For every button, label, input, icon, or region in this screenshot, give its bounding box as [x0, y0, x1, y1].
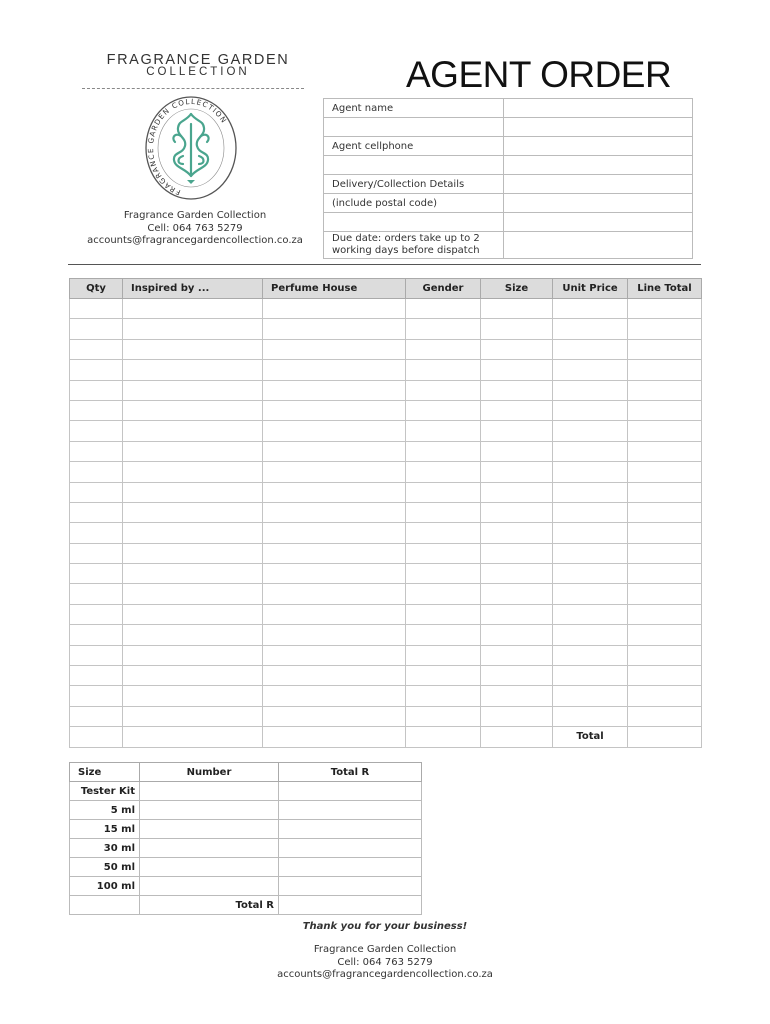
order-cell[interactable] — [123, 625, 263, 645]
order-cell[interactable] — [406, 706, 481, 726]
order-row — [70, 441, 702, 461]
agent-cellphone-label: Agent cellphone — [324, 137, 504, 156]
size-cell[interactable] — [140, 858, 279, 877]
order-cell[interactable] — [481, 462, 553, 482]
size-total-field[interactable] — [279, 896, 422, 915]
order-cell[interactable] — [406, 319, 481, 339]
size-total-label: Total R — [140, 896, 279, 915]
order-cell[interactable] — [481, 584, 553, 604]
order-cell[interactable] — [553, 686, 628, 706]
order-cell[interactable] — [481, 523, 553, 543]
order-cell[interactable] — [263, 645, 406, 665]
size-row-label: 15 ml — [70, 820, 140, 839]
order-cell[interactable] — [628, 360, 702, 380]
order-cell[interactable] — [406, 523, 481, 543]
order-cell[interactable] — [263, 604, 406, 624]
order-cell[interactable] — [70, 319, 123, 339]
order-row — [70, 564, 702, 584]
order-cell[interactable] — [481, 502, 553, 522]
size-cell[interactable] — [140, 801, 279, 820]
footer-contact — [0, 944, 770, 982]
order-row — [70, 502, 702, 522]
order-cell[interactable] — [263, 706, 406, 726]
order-row — [70, 604, 702, 624]
order-row — [70, 339, 702, 359]
order-cell[interactable] — [70, 339, 123, 359]
order-cell[interactable] — [481, 625, 553, 645]
agent-name-label: Agent name — [324, 99, 504, 118]
size-row — [70, 858, 422, 877]
order-row — [70, 686, 702, 706]
order-cell[interactable] — [553, 706, 628, 726]
order-cell[interactable] — [70, 706, 123, 726]
order-row — [70, 360, 702, 380]
order-cell[interactable] — [553, 421, 628, 441]
footer-cell: Cell: 064 763 5279 — [337, 956, 433, 968]
contact-block — [70, 210, 320, 248]
order-cell[interactable] — [70, 360, 123, 380]
order-row — [70, 625, 702, 645]
order-cell[interactable] — [70, 666, 123, 686]
col-header-qty: Qty — [70, 279, 123, 299]
order-cell[interactable] — [553, 482, 628, 502]
order-cell[interactable] — [553, 319, 628, 339]
order-row — [70, 482, 702, 502]
agent-cellphone-extra-field[interactable] — [504, 156, 693, 175]
col-header-inspired-by: Inspired by ... — [123, 279, 263, 299]
size-row-label: 50 ml — [70, 858, 140, 877]
footer-company: Fragrance Garden Collection — [313, 944, 457, 955]
due-date-label — [324, 232, 504, 259]
order-cell[interactable] — [123, 686, 263, 706]
order-row — [70, 380, 702, 400]
order-cell[interactable] — [70, 482, 123, 502]
order-cell[interactable] — [123, 645, 263, 665]
order-row — [70, 523, 702, 543]
order-cell[interactable] — [406, 604, 481, 624]
order-cell[interactable] — [553, 380, 628, 400]
order-cell[interactable] — [628, 645, 702, 665]
order-cell[interactable] — [553, 625, 628, 645]
size-cell[interactable] — [140, 820, 279, 839]
order-cell[interactable] — [70, 400, 123, 420]
order-cell[interactable] — [123, 543, 263, 563]
logo-ring-text: FRAGRANCE GARDEN COLLECTION — [145, 96, 229, 198]
size-cell[interactable] — [279, 782, 422, 801]
order-cell[interactable] — [406, 543, 481, 563]
order-cell[interactable] — [553, 502, 628, 522]
order-cell[interactable] — [481, 482, 553, 502]
order-cell[interactable] — [70, 380, 123, 400]
size-cell[interactable] — [140, 782, 279, 801]
order-cell[interactable] — [70, 727, 123, 747]
brand-subname: COLLECTION — [146, 66, 250, 78]
order-row — [70, 400, 702, 420]
order-cell[interactable] — [70, 604, 123, 624]
order-cell[interactable] — [70, 462, 123, 482]
order-cell[interactable] — [406, 441, 481, 461]
size-cell[interactable] — [279, 839, 422, 858]
order-cell[interactable] — [70, 543, 123, 563]
order-cell[interactable] — [481, 299, 553, 319]
order-cell[interactable] — [628, 400, 702, 420]
order-cell[interactable] — [628, 666, 702, 686]
order-cell[interactable] — [481, 727, 553, 747]
size-cell — [70, 896, 140, 915]
order-cell[interactable] — [123, 299, 263, 319]
agent-name-extra[interactable] — [324, 118, 504, 137]
order-cell[interactable] — [263, 543, 406, 563]
order-cell[interactable] — [406, 360, 481, 380]
order-cell[interactable] — [628, 686, 702, 706]
order-cell[interactable] — [123, 666, 263, 686]
order-cell[interactable] — [628, 462, 702, 482]
agent-name-field[interactable] — [504, 99, 693, 118]
order-row — [70, 543, 702, 563]
size-row-label: 100 ml — [70, 877, 140, 896]
col-header-gender: Gender — [406, 279, 481, 299]
col-header-perfume-house: Perfume House — [263, 279, 406, 299]
col-header-size: Size — [481, 279, 553, 299]
order-cell[interactable] — [263, 502, 406, 522]
order-cell[interactable] — [263, 339, 406, 359]
delivery-extra[interactable] — [324, 213, 504, 232]
order-cell[interactable] — [263, 482, 406, 502]
order-cell[interactable] — [481, 564, 553, 584]
order-cell[interactable] — [406, 339, 481, 359]
contact-company: Fragrance Garden Collection — [123, 210, 267, 221]
order-cell[interactable] — [553, 543, 628, 563]
order-cell[interactable] — [123, 482, 263, 502]
order-cell[interactable] — [481, 380, 553, 400]
order-cell[interactable] — [406, 482, 481, 502]
order-cell[interactable] — [263, 523, 406, 543]
order-cell[interactable] — [553, 299, 628, 319]
order-cell[interactable] — [553, 339, 628, 359]
total-r-col-header: Total R — [279, 763, 422, 782]
due-date-line2: working days before dispatch — [332, 245, 480, 256]
order-cell[interactable] — [263, 319, 406, 339]
order-row — [70, 645, 702, 665]
agent-cellphone-extra[interactable] — [324, 156, 504, 175]
order-cell[interactable] — [406, 727, 481, 747]
order-cell[interactable] — [263, 421, 406, 441]
agent-cellphone-field[interactable] — [504, 137, 693, 156]
order-row — [70, 299, 702, 319]
size-row — [70, 877, 422, 896]
order-cell[interactable] — [123, 604, 263, 624]
order-cell[interactable] — [123, 584, 263, 604]
thank-you-note: Thank you for your business! — [302, 921, 468, 932]
order-cell[interactable] — [263, 441, 406, 461]
size-col-header: Size — [70, 763, 140, 782]
order-cell[interactable] — [123, 706, 263, 726]
order-cell[interactable] — [123, 339, 263, 359]
order-cell[interactable] — [628, 543, 702, 563]
order-cell[interactable] — [123, 502, 263, 522]
order-cell[interactable] — [263, 564, 406, 584]
order-cell[interactable] — [123, 380, 263, 400]
order-cell[interactable] — [628, 380, 702, 400]
order-cell[interactable] — [481, 666, 553, 686]
size-row — [70, 782, 422, 801]
col-header-unit-price: Unit Price — [553, 279, 628, 299]
order-cell[interactable] — [628, 584, 702, 604]
footer-email: accounts@fragrancegardencollection.co.za — [277, 969, 493, 980]
order-cell[interactable] — [123, 523, 263, 543]
order-cell[interactable] — [553, 523, 628, 543]
order-cell[interactable] — [406, 502, 481, 522]
order-total-label: Total — [553, 727, 628, 747]
size-cell[interactable] — [279, 858, 422, 877]
order-cell[interactable] — [263, 666, 406, 686]
order-cell[interactable] — [123, 400, 263, 420]
order-cell[interactable] — [481, 400, 553, 420]
brand-logo-icon — [145, 96, 237, 200]
order-cell[interactable] — [628, 564, 702, 584]
order-cell[interactable] — [481, 604, 553, 624]
size-cell[interactable] — [279, 820, 422, 839]
size-row — [70, 839, 422, 858]
order-cell[interactable] — [481, 686, 553, 706]
order-cell[interactable] — [628, 482, 702, 502]
delivery-details-label: Delivery/Collection Details — [324, 175, 504, 194]
order-cell[interactable] — [553, 360, 628, 380]
order-cell[interactable] — [123, 727, 263, 747]
order-row — [70, 666, 702, 686]
order-row — [70, 421, 702, 441]
order-cell[interactable] — [481, 543, 553, 563]
order-cell[interactable] — [481, 360, 553, 380]
order-total-field[interactable] — [628, 727, 702, 747]
postal-code-note: (include postal code) — [324, 194, 504, 213]
brand-divider — [82, 88, 304, 89]
order-cell[interactable] — [70, 625, 123, 645]
section-divider — [68, 264, 701, 265]
size-row-label: Tester Kit — [70, 782, 140, 801]
order-cell[interactable] — [263, 299, 406, 319]
order-cell[interactable] — [628, 523, 702, 543]
due-date-line1: Due date: orders take up to 2 — [332, 233, 480, 244]
order-cell[interactable] — [553, 604, 628, 624]
order-cell[interactable] — [406, 686, 481, 706]
order-cell[interactable] — [628, 502, 702, 522]
order-cell[interactable] — [553, 400, 628, 420]
order-cell[interactable] — [70, 502, 123, 522]
order-cell[interactable] — [406, 666, 481, 686]
size-row — [70, 820, 422, 839]
order-cell[interactable] — [628, 339, 702, 359]
agent-info-table — [323, 98, 693, 259]
order-cell[interactable] — [406, 625, 481, 645]
order-cell[interactable] — [70, 441, 123, 461]
size-row-label: 30 ml — [70, 839, 140, 858]
order-cell[interactable] — [263, 686, 406, 706]
order-row — [70, 319, 702, 339]
order-cell[interactable] — [628, 441, 702, 461]
size-cell[interactable] — [140, 877, 279, 896]
order-cell[interactable] — [70, 421, 123, 441]
order-cell[interactable] — [263, 584, 406, 604]
order-cell[interactable] — [406, 584, 481, 604]
order-row — [70, 462, 702, 482]
order-cell[interactable] — [263, 360, 406, 380]
size-row — [70, 896, 422, 915]
order-cell[interactable] — [628, 625, 702, 645]
size-cell[interactable] — [279, 801, 422, 820]
order-cell[interactable] — [553, 645, 628, 665]
order-cell[interactable] — [123, 441, 263, 461]
order-row — [70, 584, 702, 604]
brand-name: FRAGRANCE GARDEN — [106, 52, 290, 68]
due-date-field[interactable] — [504, 232, 693, 259]
order-cell[interactable] — [123, 462, 263, 482]
order-cell[interactable] — [553, 564, 628, 584]
order-cell[interactable] — [263, 625, 406, 645]
size-row-label: 5 ml — [70, 801, 140, 820]
order-cell[interactable] — [70, 299, 123, 319]
order-row — [70, 727, 702, 747]
order-cell[interactable] — [70, 564, 123, 584]
order-cell[interactable] — [553, 666, 628, 686]
size-cell[interactable] — [279, 877, 422, 896]
order-cell[interactable] — [70, 686, 123, 706]
order-cell[interactable] — [263, 380, 406, 400]
order-cell[interactable] — [481, 421, 553, 441]
agent-name-extra-field[interactable] — [504, 118, 693, 137]
order-cell[interactable] — [406, 380, 481, 400]
order-cell[interactable] — [123, 360, 263, 380]
order-cell[interactable] — [481, 319, 553, 339]
order-table — [69, 278, 702, 748]
order-rows — [70, 299, 702, 748]
order-cell[interactable] — [406, 564, 481, 584]
order-cell[interactable] — [406, 421, 481, 441]
order-cell[interactable] — [70, 584, 123, 604]
order-cell[interactable] — [406, 462, 481, 482]
order-cell[interactable] — [406, 299, 481, 319]
order-cell[interactable] — [481, 441, 553, 461]
order-cell[interactable] — [628, 706, 702, 726]
order-cell[interactable] — [481, 645, 553, 665]
order-cell[interactable] — [628, 604, 702, 624]
order-cell[interactable] — [406, 400, 481, 420]
delivery-details-field[interactable] — [504, 175, 693, 194]
order-cell[interactable] — [70, 523, 123, 543]
order-cell[interactable] — [628, 421, 702, 441]
order-cell[interactable] — [263, 462, 406, 482]
order-cell[interactable] — [263, 400, 406, 420]
size-row — [70, 801, 422, 820]
order-cell[interactable] — [123, 421, 263, 441]
order-cell[interactable] — [628, 299, 702, 319]
order-cell[interactable] — [481, 706, 553, 726]
order-cell[interactable] — [70, 645, 123, 665]
order-cell[interactable] — [123, 319, 263, 339]
number-col-header: Number — [140, 763, 279, 782]
order-cell[interactable] — [628, 319, 702, 339]
order-cell[interactable] — [481, 339, 553, 359]
delivery-extra-field[interactable] — [504, 213, 693, 232]
page-title: AGENT ORDER — [406, 54, 672, 95]
order-cell[interactable] — [123, 564, 263, 584]
contact-email: accounts@fragrancegardencollection.co.za — [87, 235, 303, 246]
contact-cell: Cell: 064 763 5279 — [147, 222, 243, 234]
order-cell[interactable] — [406, 645, 481, 665]
postal-code-field[interactable] — [504, 194, 693, 213]
order-cell[interactable] — [553, 441, 628, 461]
size-summary-table — [69, 762, 422, 915]
col-header-line-total: Line Total — [628, 279, 702, 299]
order-row — [70, 706, 702, 726]
order-cell[interactable] — [263, 727, 406, 747]
order-cell[interactable] — [553, 462, 628, 482]
size-cell[interactable] — [140, 839, 279, 858]
size-rows — [70, 782, 422, 915]
order-cell[interactable] — [553, 584, 628, 604]
